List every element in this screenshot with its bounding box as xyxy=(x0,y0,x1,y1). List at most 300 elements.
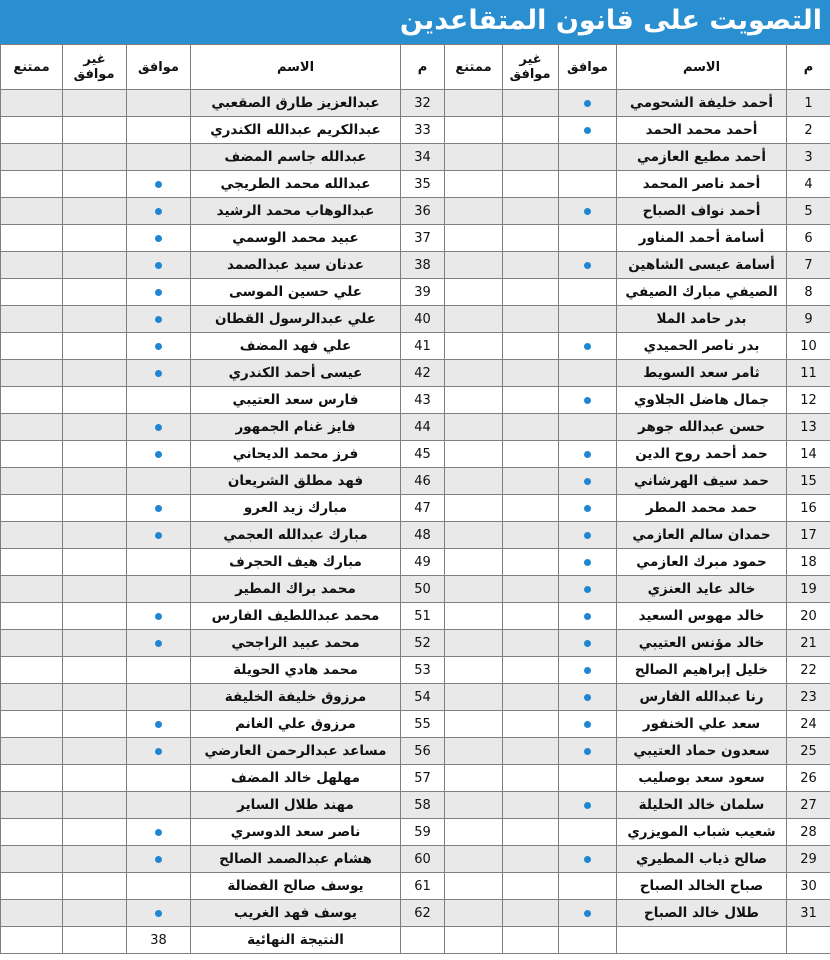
empty-cell xyxy=(559,927,617,954)
vote-abstain-cell xyxy=(1,657,63,684)
member-number: 31 xyxy=(787,900,830,927)
vote-disagree-cell xyxy=(63,387,127,414)
member-number: 59 xyxy=(401,819,445,846)
member-number: 4 xyxy=(787,171,830,198)
vote-disagree-cell xyxy=(63,414,127,441)
vote-abstain-cell xyxy=(445,279,503,306)
vote-abstain-cell xyxy=(445,495,503,522)
empty-cell xyxy=(503,927,559,954)
vote-agree-cell xyxy=(559,576,617,603)
vote-disagree-cell xyxy=(63,306,127,333)
vote-disagree-cell xyxy=(63,252,127,279)
member-name: علي فهد المضف xyxy=(191,333,401,360)
empty-cell xyxy=(1,927,63,954)
vote-abstain-cell xyxy=(445,225,503,252)
vote-disagree-cell xyxy=(63,279,127,306)
member-name: مرزوق خليفة الخليفة xyxy=(191,684,401,711)
blue-dot-icon xyxy=(155,856,162,863)
empty-cell xyxy=(401,927,445,954)
member-name: خالد مهوس السعيد xyxy=(617,603,787,630)
vote-abstain-cell xyxy=(445,387,503,414)
vote-abstain-cell xyxy=(445,90,503,117)
vote-agree-cell xyxy=(559,630,617,657)
vote-disagree-cell xyxy=(503,414,559,441)
table-row xyxy=(1,576,830,603)
vote-disagree-cell xyxy=(503,225,559,252)
vote-disagree-cell xyxy=(503,468,559,495)
member-name: مهلهل خالد المضف xyxy=(191,765,401,792)
member-number: 21 xyxy=(787,630,830,657)
member-number: 8 xyxy=(787,279,830,306)
member-name: أحمد محمد الحمد xyxy=(617,117,787,144)
vote-agree-cell xyxy=(559,333,617,360)
table-row xyxy=(1,603,830,630)
member-number: 25 xyxy=(787,738,830,765)
vote-agree-cell xyxy=(127,495,191,522)
vote-agree-cell xyxy=(559,306,617,333)
table-row xyxy=(1,630,830,657)
vote-abstain-cell xyxy=(445,549,503,576)
table-row xyxy=(1,387,830,414)
member-number: 9 xyxy=(787,306,830,333)
vote-abstain-cell xyxy=(1,333,63,360)
vote-agree-cell xyxy=(127,333,191,360)
member-number: 55 xyxy=(401,711,445,738)
member-name: محمد براك المطير xyxy=(191,576,401,603)
vote-abstain-cell xyxy=(1,414,63,441)
blue-dot-icon xyxy=(584,532,591,539)
member-name: خالد عايد العنزي xyxy=(617,576,787,603)
vote-abstain-cell xyxy=(1,603,63,630)
member-name: فهد مطلق الشريعان xyxy=(191,468,401,495)
vote-abstain-cell xyxy=(1,279,63,306)
member-name: عبدالله جاسم المضف xyxy=(191,144,401,171)
header-num: م xyxy=(401,45,445,90)
vote-disagree-cell xyxy=(63,738,127,765)
total-agree-count: 38 xyxy=(127,927,191,954)
member-number: 1 xyxy=(787,90,830,117)
blue-dot-icon xyxy=(584,505,591,512)
member-number: 38 xyxy=(401,252,445,279)
member-number: 22 xyxy=(787,657,830,684)
vote-agree-cell xyxy=(559,225,617,252)
member-name: رنا عبدالله الفارس xyxy=(617,684,787,711)
member-name: صالح ذياب المطيري xyxy=(617,846,787,873)
vote-abstain-cell xyxy=(1,441,63,468)
vote-disagree-cell xyxy=(63,441,127,468)
vote-abstain-cell xyxy=(445,630,503,657)
member-name: مساعد عبدالرحمن العارضي xyxy=(191,738,401,765)
member-number: 28 xyxy=(787,819,830,846)
vote-disagree-cell xyxy=(503,306,559,333)
member-number: 36 xyxy=(401,198,445,225)
member-name: محمد عبيد الراجحي xyxy=(191,630,401,657)
member-number: 3 xyxy=(787,144,830,171)
vote-agree-cell xyxy=(559,495,617,522)
member-name: أحمد ناصر المحمد xyxy=(617,171,787,198)
vote-abstain-cell xyxy=(1,819,63,846)
vote-abstain-cell xyxy=(445,792,503,819)
member-number: 54 xyxy=(401,684,445,711)
header-num: م xyxy=(787,45,830,90)
member-name: فرز محمد الديحاني xyxy=(191,441,401,468)
blue-dot-icon xyxy=(584,613,591,620)
vote-disagree-cell xyxy=(503,360,559,387)
vote-abstain-cell xyxy=(1,468,63,495)
vote-disagree-cell xyxy=(63,171,127,198)
blue-dot-icon xyxy=(155,316,162,323)
member-name: عبدالوهاب محمد الرشيد xyxy=(191,198,401,225)
header-disagree-label: غير موافق xyxy=(73,52,115,82)
vote-disagree-cell xyxy=(503,657,559,684)
member-number: 62 xyxy=(401,900,445,927)
vote-abstain-cell xyxy=(445,171,503,198)
member-name: عبدالكريم عبدالله الكندري xyxy=(191,117,401,144)
blue-dot-icon xyxy=(584,910,591,917)
vote-disagree-cell xyxy=(63,495,127,522)
member-number: 32 xyxy=(401,90,445,117)
blue-dot-icon xyxy=(584,127,591,134)
vote-disagree-cell xyxy=(63,522,127,549)
vote-disagree-cell xyxy=(63,144,127,171)
vote-abstain-cell xyxy=(1,252,63,279)
member-name: علي حسين الموسى xyxy=(191,279,401,306)
vote-abstain-cell xyxy=(445,198,503,225)
vote-agree-cell xyxy=(127,792,191,819)
member-name: عبدالله محمد الطريجي xyxy=(191,171,401,198)
vote-abstain-cell xyxy=(1,225,63,252)
vote-agree-cell xyxy=(559,549,617,576)
header-disagree xyxy=(503,45,559,90)
vote-disagree-cell xyxy=(503,252,559,279)
vote-abstain-cell xyxy=(445,873,503,900)
table-row xyxy=(1,198,830,225)
table-row xyxy=(1,549,830,576)
vote-disagree-cell xyxy=(503,576,559,603)
member-number: 34 xyxy=(401,144,445,171)
vote-abstain-cell xyxy=(445,468,503,495)
vote-disagree-cell xyxy=(503,846,559,873)
vote-agree-cell xyxy=(127,360,191,387)
member-number: 20 xyxy=(787,603,830,630)
vote-agree-cell xyxy=(127,738,191,765)
vote-agree-cell xyxy=(127,306,191,333)
vote-abstain-cell xyxy=(1,900,63,927)
member-number: 27 xyxy=(787,792,830,819)
title-banner xyxy=(0,0,830,44)
member-number: 7 xyxy=(787,252,830,279)
vote-abstain-cell xyxy=(445,657,503,684)
member-number: 11 xyxy=(787,360,830,387)
member-name: حمد أحمد روح الدين xyxy=(617,441,787,468)
vote-abstain-cell xyxy=(1,549,63,576)
member-number: 18 xyxy=(787,549,830,576)
vote-disagree-cell xyxy=(63,900,127,927)
vote-agree-cell xyxy=(559,414,617,441)
header-disagree-label: غير موافق xyxy=(509,52,551,82)
member-number: 33 xyxy=(401,117,445,144)
vote-agree-cell xyxy=(127,711,191,738)
vote-agree-cell xyxy=(127,684,191,711)
vote-disagree-cell xyxy=(503,198,559,225)
blue-dot-icon xyxy=(584,586,591,593)
vote-disagree-cell xyxy=(63,576,127,603)
vote-agree-cell xyxy=(559,279,617,306)
blue-dot-icon xyxy=(584,748,591,755)
vote-abstain-cell xyxy=(1,144,63,171)
vote-agree-cell xyxy=(127,657,191,684)
vote-abstain-cell xyxy=(445,414,503,441)
table-row xyxy=(1,225,830,252)
vote-agree-cell xyxy=(127,441,191,468)
member-number: 30 xyxy=(787,873,830,900)
table-header-row xyxy=(1,45,830,90)
vote-disagree-cell xyxy=(63,603,127,630)
table-row xyxy=(1,252,830,279)
vote-abstain-cell xyxy=(445,144,503,171)
member-number: 57 xyxy=(401,765,445,792)
vote-abstain-cell xyxy=(1,576,63,603)
member-name: هشام عبدالصمد الصالح xyxy=(191,846,401,873)
blue-dot-icon xyxy=(155,532,162,539)
member-name: يوسف صالح الفضالة xyxy=(191,873,401,900)
vote-abstain-cell xyxy=(1,171,63,198)
member-name: مرزوق علي الغانم xyxy=(191,711,401,738)
vote-disagree-cell xyxy=(63,333,127,360)
vote-disagree-cell xyxy=(63,711,127,738)
vote-agree-cell xyxy=(127,387,191,414)
vote-disagree-cell xyxy=(63,549,127,576)
member-name: حمد محمد المطر xyxy=(617,495,787,522)
member-number: 10 xyxy=(787,333,830,360)
member-name: ناصر سعد الدوسري xyxy=(191,819,401,846)
header-abstain: ممتنع xyxy=(445,45,503,90)
table-row xyxy=(1,792,830,819)
blue-dot-icon xyxy=(584,451,591,458)
member-number: 12 xyxy=(787,387,830,414)
blue-dot-icon xyxy=(584,262,591,269)
vote-disagree-cell xyxy=(503,117,559,144)
blue-dot-icon xyxy=(155,640,162,647)
vote-abstain-cell xyxy=(1,522,63,549)
blue-dot-icon xyxy=(584,640,591,647)
member-name: أسامة أحمد المناور xyxy=(617,225,787,252)
member-name: فارس سعد العتيبي xyxy=(191,387,401,414)
vote-agree-cell xyxy=(127,819,191,846)
table-row xyxy=(1,306,830,333)
vote-agree-cell xyxy=(559,603,617,630)
vote-abstain-cell xyxy=(1,306,63,333)
member-number: 13 xyxy=(787,414,830,441)
member-number: 51 xyxy=(401,603,445,630)
header-name: الاسم xyxy=(617,45,787,90)
vote-abstain-cell xyxy=(445,900,503,927)
member-name: حسن عبدالله جوهر xyxy=(617,414,787,441)
blue-dot-icon xyxy=(155,424,162,431)
header-abstain: ممتنع xyxy=(1,45,63,90)
member-number: 50 xyxy=(401,576,445,603)
vote-disagree-cell xyxy=(503,522,559,549)
blue-dot-icon xyxy=(155,829,162,836)
member-name: عبدالعزيز طارق الصقعبي xyxy=(191,90,401,117)
vote-disagree-cell xyxy=(503,549,559,576)
vote-disagree-cell xyxy=(63,765,127,792)
vote-disagree-cell xyxy=(503,738,559,765)
table-row xyxy=(1,738,830,765)
table-row xyxy=(1,873,830,900)
vote-agree-cell xyxy=(559,468,617,495)
member-number: 24 xyxy=(787,711,830,738)
vote-agree-cell xyxy=(559,360,617,387)
member-name: سلمان خالد الحليلة xyxy=(617,792,787,819)
member-name: عدنان سيد عبدالصمد xyxy=(191,252,401,279)
table-row xyxy=(1,468,830,495)
vote-agree-cell xyxy=(127,90,191,117)
member-number: 29 xyxy=(787,846,830,873)
vote-agree-cell xyxy=(559,522,617,549)
vote-agree-cell xyxy=(559,738,617,765)
member-name: مبارك زيد العرو xyxy=(191,495,401,522)
vote-abstain-cell xyxy=(1,495,63,522)
blue-dot-icon xyxy=(155,910,162,917)
vote-abstain-cell xyxy=(445,117,503,144)
vote-disagree-cell xyxy=(503,792,559,819)
member-number: 42 xyxy=(401,360,445,387)
total-row xyxy=(1,927,830,954)
member-name: صباح الخالد الصباح xyxy=(617,873,787,900)
vote-agree-cell xyxy=(127,117,191,144)
member-number: 40 xyxy=(401,306,445,333)
vote-agree-cell xyxy=(127,252,191,279)
vote-table xyxy=(0,44,830,954)
vote-agree-cell xyxy=(559,765,617,792)
table-row xyxy=(1,90,830,117)
vote-disagree-cell xyxy=(63,198,127,225)
vote-agree-cell xyxy=(127,171,191,198)
vote-disagree-cell xyxy=(63,873,127,900)
table-row xyxy=(1,684,830,711)
table-row xyxy=(1,522,830,549)
member-name: أحمد نواف الصباح xyxy=(617,198,787,225)
member-name: محمد عبداللطيف الفارس xyxy=(191,603,401,630)
member-name: عبيد محمد الوسمي xyxy=(191,225,401,252)
vote-agree-cell xyxy=(559,846,617,873)
member-number: 52 xyxy=(401,630,445,657)
blue-dot-icon xyxy=(155,721,162,728)
vote-disagree-cell xyxy=(63,468,127,495)
vote-abstain-cell xyxy=(1,90,63,117)
member-name: بدر ناصر الحميدي xyxy=(617,333,787,360)
blue-dot-icon xyxy=(584,559,591,566)
vote-agree-cell xyxy=(559,117,617,144)
vote-abstain-cell xyxy=(445,711,503,738)
vote-abstain-cell xyxy=(445,306,503,333)
member-number: 44 xyxy=(401,414,445,441)
vote-agree-cell xyxy=(559,711,617,738)
member-number: 60 xyxy=(401,846,445,873)
vote-disagree-cell xyxy=(503,873,559,900)
member-name: ثامر سعد السويط xyxy=(617,360,787,387)
table-row xyxy=(1,171,830,198)
blue-dot-icon xyxy=(155,289,162,296)
vote-disagree-cell xyxy=(63,90,127,117)
table-row xyxy=(1,144,830,171)
blue-dot-icon xyxy=(584,802,591,809)
vote-agree-cell xyxy=(127,900,191,927)
blue-dot-icon xyxy=(584,208,591,215)
empty-cell xyxy=(445,927,503,954)
member-name: سعد علي الخنفور xyxy=(617,711,787,738)
vote-abstain-cell xyxy=(445,603,503,630)
blue-dot-icon xyxy=(155,505,162,512)
member-name: شعيب شباب المويزري xyxy=(617,819,787,846)
member-name: حمد سيف الهرشاني xyxy=(617,468,787,495)
table-row xyxy=(1,117,830,144)
vote-abstain-cell xyxy=(445,765,503,792)
member-number: 58 xyxy=(401,792,445,819)
vote-abstain-cell xyxy=(1,387,63,414)
vote-agree-cell xyxy=(127,414,191,441)
vote-disagree-cell xyxy=(503,441,559,468)
member-name: أحمد مطيع العازمي xyxy=(617,144,787,171)
member-number: 56 xyxy=(401,738,445,765)
member-name: خالد مؤنس العتيبي xyxy=(617,630,787,657)
member-name: حمدان سالم العازمي xyxy=(617,522,787,549)
vote-abstain-cell xyxy=(1,684,63,711)
member-name: مهند طلال الساير xyxy=(191,792,401,819)
table-row xyxy=(1,279,830,306)
member-number: 16 xyxy=(787,495,830,522)
vote-agree-cell xyxy=(127,603,191,630)
vote-abstain-cell xyxy=(1,711,63,738)
member-name: فايز غنام الجمهور xyxy=(191,414,401,441)
vote-agree-cell xyxy=(559,792,617,819)
table-row xyxy=(1,819,830,846)
blue-dot-icon xyxy=(155,181,162,188)
table-row xyxy=(1,765,830,792)
vote-abstain-cell xyxy=(445,738,503,765)
vote-agree-cell xyxy=(559,144,617,171)
header-name: الاسم xyxy=(191,45,401,90)
vote-abstain-cell xyxy=(445,819,503,846)
member-number: 19 xyxy=(787,576,830,603)
vote-disagree-cell xyxy=(503,684,559,711)
vote-agree-cell xyxy=(559,171,617,198)
member-name: خليل إبراهيم الصالح xyxy=(617,657,787,684)
blue-dot-icon xyxy=(584,856,591,863)
member-number: 6 xyxy=(787,225,830,252)
member-name: جمال هاضل الجلاوي xyxy=(617,387,787,414)
member-number: 43 xyxy=(401,387,445,414)
table-row xyxy=(1,360,830,387)
page-title: التصويت على قانون المتقاعدين xyxy=(399,5,822,36)
member-name: الصيفي مبارك الصيفي xyxy=(617,279,787,306)
blue-dot-icon xyxy=(155,613,162,620)
vote-disagree-cell xyxy=(503,900,559,927)
blue-dot-icon xyxy=(155,748,162,755)
table-row xyxy=(1,414,830,441)
vote-abstain-cell xyxy=(1,738,63,765)
member-number: 2 xyxy=(787,117,830,144)
vote-agree-cell xyxy=(559,873,617,900)
vote-agree-cell xyxy=(127,549,191,576)
vote-agree-cell xyxy=(559,441,617,468)
vote-agree-cell xyxy=(127,225,191,252)
member-name: طلال خالد الصباح xyxy=(617,900,787,927)
vote-abstain-cell xyxy=(445,846,503,873)
blue-dot-icon xyxy=(155,208,162,215)
vote-disagree-cell xyxy=(503,495,559,522)
